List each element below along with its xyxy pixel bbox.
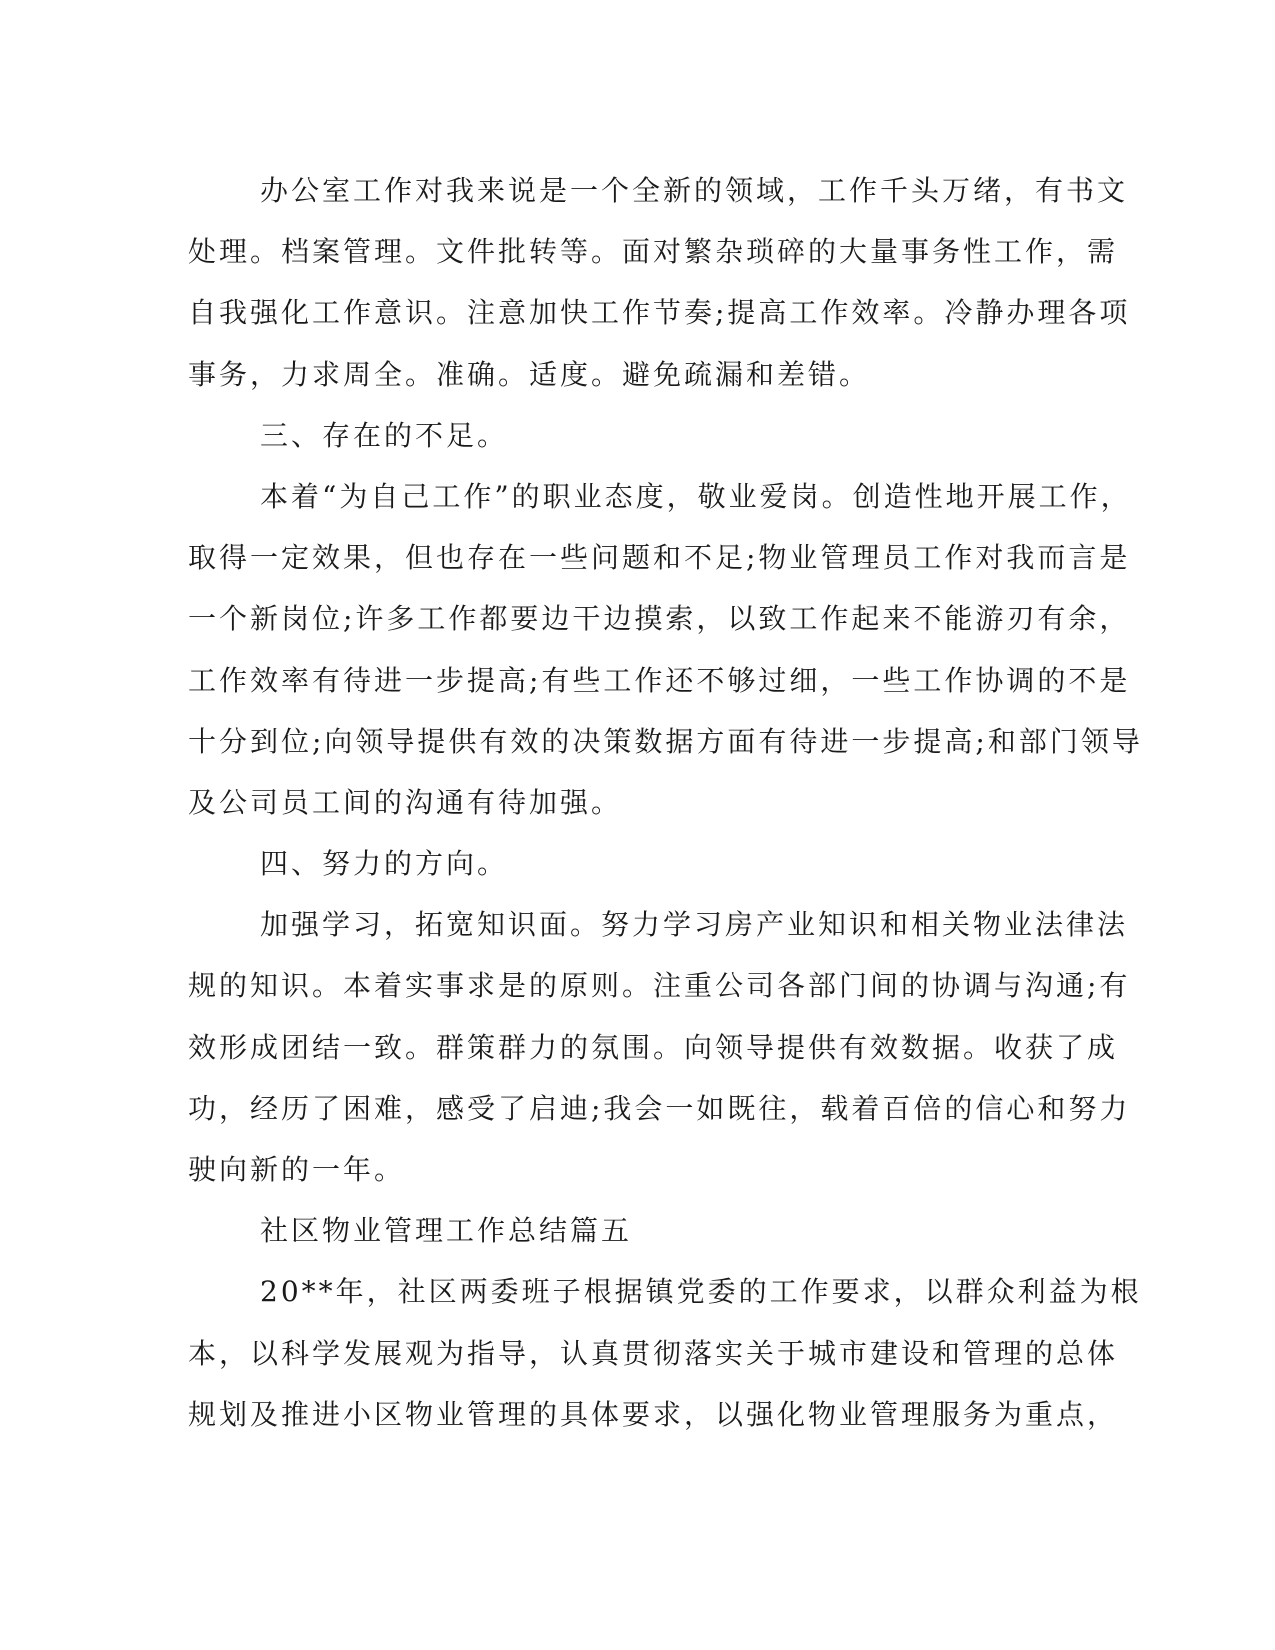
text-line: 效形成团结一致。群策群力的氛围。向领导提供有效数据。收获了成: [188, 1030, 1119, 1064]
text-line: 办公室工作对我来说是一个全新的领域，工作千头万绪，有书文: [260, 174, 1129, 207]
text-line: 及公司员工间的沟通有待加强。: [188, 785, 623, 819]
article-title: 社区物业管理工作总结篇五: [260, 1214, 633, 1248]
text-line: 驶向新的一年。: [188, 1153, 406, 1186]
text-line: 十分到位;向领导提供有效的决策数据方面有待进一步提高;和部门领导: [188, 724, 1143, 758]
text-line: 取得一定效果，但也存在一些问题和不足;物业管理员工作对我而言是: [188, 541, 1131, 575]
text-line: 工作效率有待进一步提高;有些工作还不够过细，一些工作协调的不是: [188, 663, 1131, 697]
text-line: 规划及推进小区物业管理的具体要求，以强化物业管理服务为重点，: [188, 1397, 1119, 1431]
document-body: [188, 160, 1143, 1445]
section-heading: 四、努力的方向。: [260, 847, 509, 881]
text-line: 本，以科学发展观为指导，认真贯彻落实关于城市建设和管理的总体: [188, 1336, 1119, 1370]
text-line: 处理。档案管理。文件批转等。面对繁杂琐碎的大量事务性工作，需: [188, 235, 1119, 269]
text-line: 本着“为自己工作”的职业态度，敬业爱岗。创造性地开展工作，: [260, 479, 1132, 513]
text-line: 自我强化工作意识。注意加快工作节奏;提高工作效率。冷静办理各项: [188, 296, 1131, 330]
text-line: 20**年，社区两委班子根据镇党委的工作要求，以群众利益为根: [260, 1275, 1142, 1309]
text-line: 规的知识。本着实事求是的原则。注重公司各部门间的协调与沟通;有: [188, 969, 1131, 1003]
text-line: 加强学习，拓宽知识面。努力学习房产业知识和相关物业法律法: [260, 908, 1129, 942]
text-line: 一个新岗位;许多工作都要边干边摸索，以致工作起来不能游刃有余，: [188, 602, 1131, 636]
text-line: 事务，力求周全。准确。适度。避免疏漏和差错。: [188, 357, 871, 391]
text-line: 功，经历了困难，感受了启迪;我会一如既往，载着百倍的信心和努力: [188, 1091, 1131, 1125]
section-heading: 三、存在的不足。: [260, 418, 509, 452]
